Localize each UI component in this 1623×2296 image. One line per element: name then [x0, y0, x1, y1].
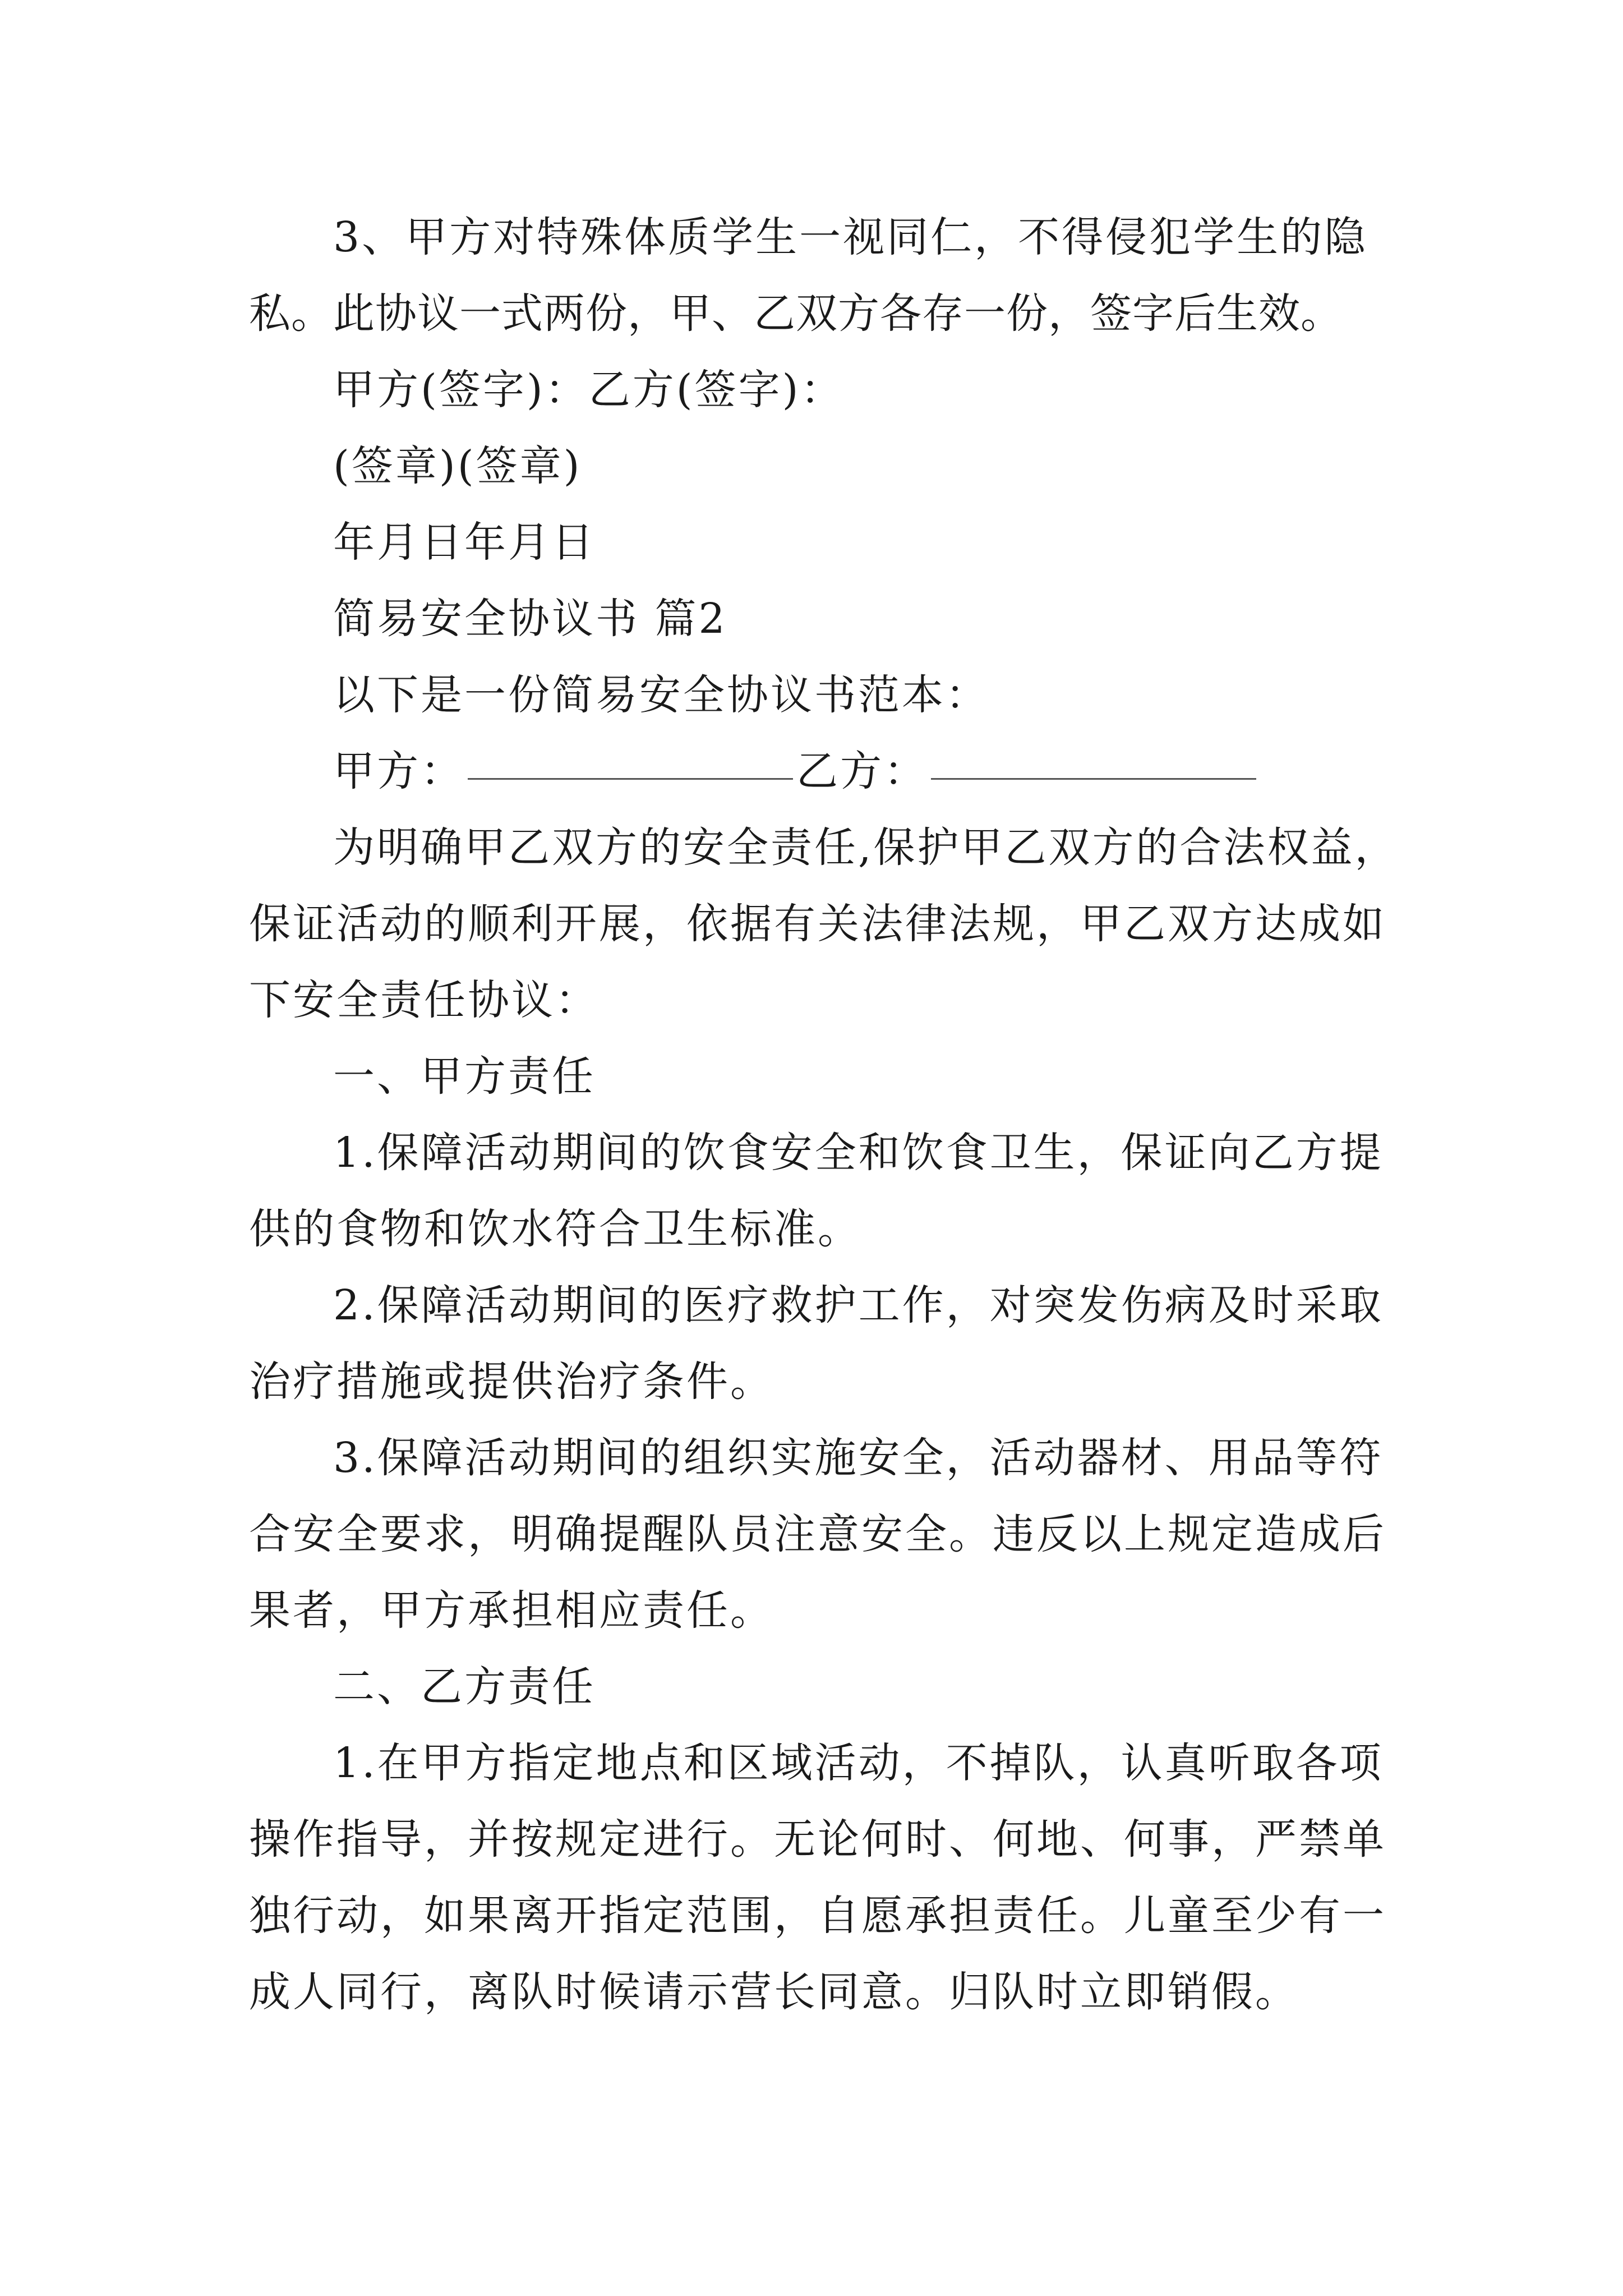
purpose-line-2: 保证活动的顺利开展，依据有关法律法规，甲乙双方达成如 — [249, 900, 1386, 948]
party-a-heading: 一、甲方责任 — [333, 1052, 596, 1101]
clause-3-line-1: 3、甲方对特殊体质学生一视同仁，不得侵犯学生的隐 — [333, 213, 1368, 261]
parties-line — [249, 733, 1380, 809]
purpose-line-1: 为明确甲乙双方的安全责任,保护甲乙双方的合法权益， — [333, 823, 1399, 872]
clause-3-line-2: 私。此协议一式两份，甲、乙双方各存一份，签字后生效。 — [249, 289, 1343, 338]
a-item-2-line-1: 2.保障活动期间的医疗救护工作，对突发伤病及时采取 — [333, 1281, 1384, 1329]
a-item-1-line-2: 供的食物和饮水符合卫生标准。 — [249, 1205, 861, 1253]
document-body — [249, 199, 1399, 2030]
party-a-blank — [468, 776, 793, 780]
a-item-3-line-3: 果者，甲方承担相应责任。 — [249, 1586, 774, 1635]
a-item-1-line-1: 1.保障活动期间的饮食安全和饮食卫生，保证向乙方提 — [333, 1129, 1384, 1177]
b-item-1-line-4: 成人同行，离队时候请示营长同意。归队时立即销假。 — [249, 1968, 1299, 2016]
party-b-heading: 二、乙方责任 — [333, 1663, 596, 1711]
a-item-3-line-2: 合安全要求，明确提醒队员注意安全。违反以上规定造成后 — [249, 1510, 1386, 1558]
b-item-1-line-1: 1.在甲方指定地点和区域活动，不掉队，认真听取各项 — [333, 1739, 1384, 1787]
signature-line: 甲方(签字)：乙方(签字)： — [333, 366, 845, 414]
date-line: 年月日年月日 — [333, 518, 596, 567]
purpose-line-3: 下安全责任协议： — [249, 976, 599, 1024]
seal-line: (签章)(签章) — [333, 442, 582, 490]
intro-line: 以下是一份简易安全协议书范本： — [333, 671, 989, 719]
section-heading: 简易安全协议书 篇2 — [333, 595, 727, 643]
b-item-1-line-3: 独行动，如果离开指定范围，自愿承担责任。儿童至少有一 — [249, 1892, 1386, 1940]
b-item-1-line-2: 操作指导，并按规定进行。无论何时、何地、何事，严禁单 — [249, 1815, 1386, 1864]
party-b-label: 乙方： — [796, 747, 928, 795]
party-b-blank — [931, 776, 1256, 780]
a-item-2-line-2: 治疗措施或提供治疗条件。 — [249, 1358, 774, 1406]
party-a-label: 甲方： — [333, 747, 464, 795]
a-item-3-line-1: 3.保障活动期间的组织实施安全，活动器材、用品等符 — [333, 1434, 1384, 1482]
